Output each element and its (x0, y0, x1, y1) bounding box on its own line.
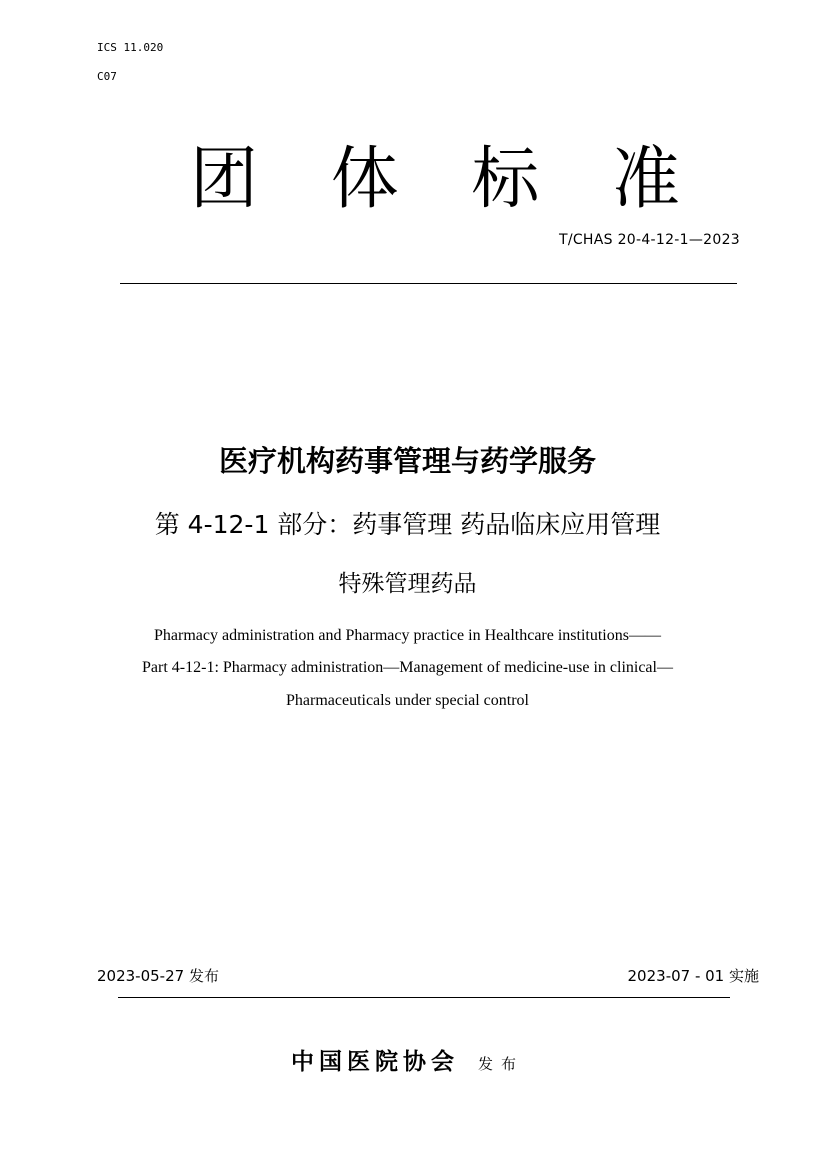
chinese-subtitle: 特殊管理药品 (338, 571, 477, 597)
document-type-char: 体 (330, 140, 399, 219)
document-type-title (190, 140, 680, 220)
english-title-line: Part 4-12-1: Pharmacy administration—Management of medicine-use in clinical— (142, 659, 673, 676)
publisher-name: 中国医院协会 (290, 1049, 459, 1075)
ccs-code: C07 (97, 70, 117, 83)
chinese-part-title: 第 4-12-1 部分：药事管理 药品临床应用管理 (154, 510, 661, 539)
issue-date: 2023-05-27 发布 (97, 967, 219, 985)
ics-code: ICS 11.020 (97, 41, 164, 54)
document-type-char: 标 (471, 140, 540, 219)
top-divider (120, 283, 737, 284)
publisher (0, 1044, 815, 1082)
bottom-divider (118, 997, 730, 998)
chinese-main-title: 医疗机构药事管理与药学服务 (218, 444, 596, 478)
english-title-line: Pharmaceuticals under special control (285, 692, 529, 709)
standard-number: T/CHAS 20-4-12-1—2023 (558, 232, 740, 248)
document-type-char: 准 (611, 140, 680, 219)
english-title-line: Pharmacy administration and Pharmacy practice in Healthcare institutions—— (154, 627, 661, 644)
publisher-suffix: 发布 (478, 1055, 525, 1073)
document-type-char: 团 (190, 140, 259, 219)
implementation-date: 2023-07 - 01 实施 (627, 967, 759, 985)
